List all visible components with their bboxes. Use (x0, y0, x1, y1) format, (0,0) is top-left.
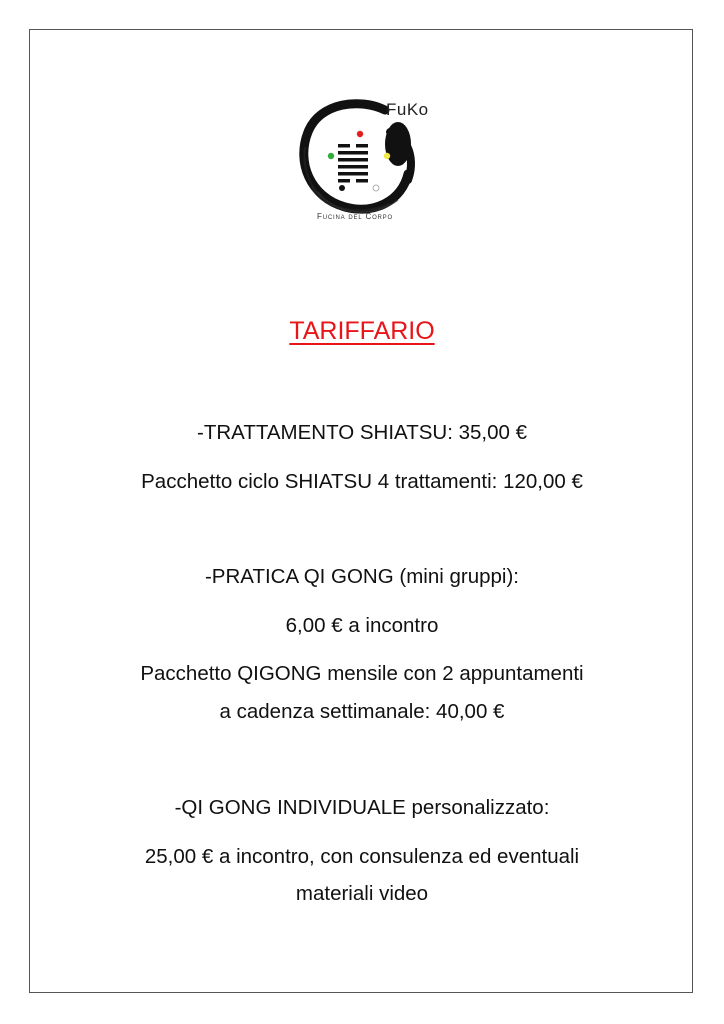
qigong-individual-price-line2: materiali video (295, 882, 429, 905)
qigong-individual-heading: -QI GONG INDIVIDUALE personalizzato: (174, 796, 550, 819)
shiatsu-package: Pacchetto ciclo SHIATSU 4 trattamenti: 120,00 € (141, 470, 583, 493)
page-title: TARIFFARIO (289, 317, 435, 345)
qigong-group-heading: -PRATICA QI GONG (mini gruppi): (204, 565, 519, 588)
logo-brand-text: FuKo (386, 100, 429, 119)
white-dot-icon (373, 185, 379, 191)
fuko-logo (290, 92, 450, 237)
green-dot-icon (328, 153, 334, 159)
hexagram-icon (338, 144, 368, 183)
yellow-dot-icon (384, 153, 390, 159)
logo-subtitle-text: Fucina del Corpo (317, 212, 393, 221)
qigong-group-package-line1: Pacchetto QIGONG mensile con 2 appuntamenti (140, 662, 584, 685)
qigong-group-price: 6,00 € a incontro (285, 614, 439, 637)
shiatsu-heading: -TRATTAMENTO SHIATSU: 35,00 € (197, 421, 527, 444)
red-dot-icon (357, 131, 363, 137)
black-dot-icon (339, 185, 345, 191)
qigong-individual-price-line1: 25,00 € a incontro, con consulenza ed eventuali (144, 845, 580, 868)
qigong-group-package-line2: a cadenza settimanale: 40,00 € (219, 700, 505, 723)
